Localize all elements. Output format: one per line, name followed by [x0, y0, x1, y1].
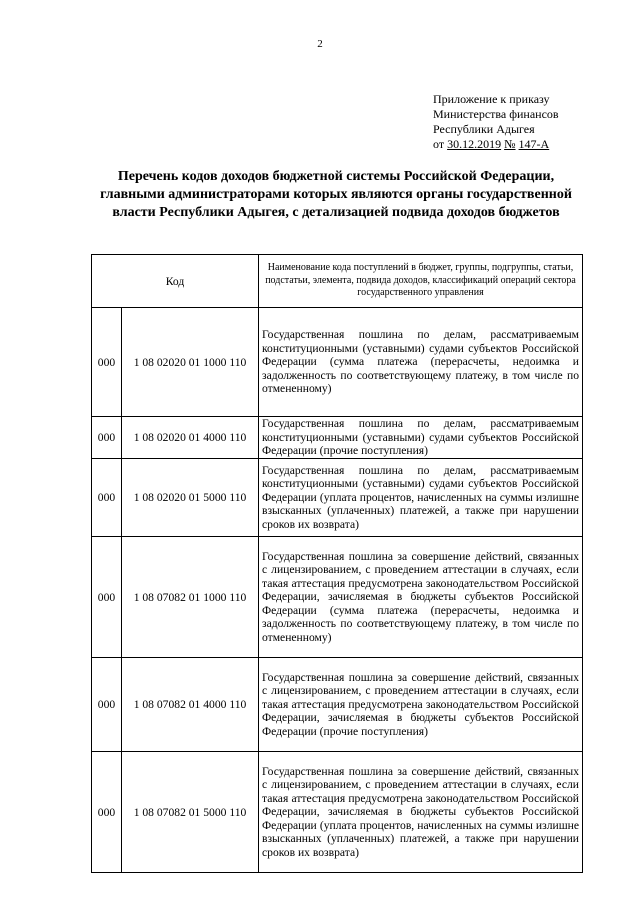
appendix-line-1: Приложение к приказу — [433, 92, 550, 106]
table-row — [92, 537, 583, 658]
appendix-line-3: Республики Адыгея — [433, 122, 535, 136]
number-sign: № — [504, 137, 516, 151]
income-name-cell: Государственная пошлина по делам, рассматриваемым конституционными (уставными) судами субъектов Российской Федерации (прочие поступления) — [259, 417, 583, 459]
income-code-cell: 1 08 07082 01 5000 110 — [122, 752, 259, 873]
admin-code-cell: 000 — [92, 752, 122, 873]
income-codes-table — [91, 254, 583, 873]
document-title: Перечень кодов доходов бюджетной системы Российской Федерации, главными администраторами которых являются органы государственной власти Республики Адыгея, с детализацией подвида доходов бюджетов — [100, 169, 572, 220]
page-number: 2 — [317, 38, 323, 50]
admin-code-cell: 000 — [92, 417, 122, 459]
appendix-line-4 — [433, 137, 559, 152]
admin-code-cell: 000 — [92, 459, 122, 537]
income-code-cell: 1 08 02020 01 1000 110 — [122, 308, 259, 417]
admin-code-cell: 000 — [92, 658, 122, 752]
income-name-cell: Государственная пошлина по делам, рассматриваемым конституционными (уставными) судами субъектов Российской Федерации (сумма платежа (перерасчеты, недоимка и задолженность по соответствующему платежу, в том числе по отмененному) — [259, 308, 583, 417]
admin-code-cell: 000 — [92, 537, 122, 658]
admin-code-cell: 000 — [92, 308, 122, 417]
income-name-cell: Государственная пошлина за совершение действий, связанных с лицензированием, с проведением аттестации в случаях, если такая аттестация предусмотрена законодательством Российской Федерации, зачисляемая в бюджеты субъектов Российской Федерации (сумма платежа (перерасчеты, недоимка и задолженность по соответствующему платежу, в том числе по отмененному) — [259, 537, 583, 658]
income-code-cell: 1 08 07082 01 4000 110 — [122, 658, 259, 752]
order-number: 147-А — [518, 137, 550, 151]
appendix-from-label: от — [433, 137, 445, 151]
table-row — [92, 752, 583, 873]
income-name-cell: Государственная пошлина за совершение действий, связанных с лицензированием, с проведением аттестации в случаях, если такая аттестация предусмотрена законодательством Российской Федерации, зачисляемая в бюджеты субъектов Российской Федерации (прочие поступления) — [259, 658, 583, 752]
income-code-cell: 1 08 02020 01 4000 110 — [122, 417, 259, 459]
table-row — [92, 459, 583, 537]
table-row — [92, 417, 583, 459]
table-row — [92, 308, 583, 417]
table-header-row — [92, 255, 583, 308]
appendix-line-2: Министерства финансов — [433, 107, 559, 121]
order-date: 30.12.2019 — [447, 137, 502, 151]
income-name-cell: Государственная пошлина по делам, рассматриваемым конституционными (уставными) судами субъектов Российской Федерации (уплата процентов, начисленных на суммы излишне взысканных (уплаченных) платежей, а также при нарушении сроков их возврата) — [259, 459, 583, 537]
income-code-cell: 1 08 02020 01 5000 110 — [122, 459, 259, 537]
income-name-cell: Государственная пошлина за совершение действий, связанных с лицензированием, с проведением аттестации в случаях, если такая аттестация предусмотрена законодательством Российской Федерации, зачисляемая в бюджеты субъектов Российской Федерации (уплата процентов, начисленных на суммы излишне взысканных (уплаченных) платежей, а также при нарушении сроков их возврата) — [259, 752, 583, 873]
income-code-cell: 1 08 07082 01 1000 110 — [122, 537, 259, 658]
header-name: Наименование кода поступлений в бюджет, группы, подгруппы, статьи, подстатьи, элемента, подвида доходов, классификаций операций сектора государственного управления — [259, 255, 583, 308]
appendix-block — [433, 92, 559, 152]
table-row — [92, 658, 583, 752]
header-code: Код — [92, 255, 259, 308]
